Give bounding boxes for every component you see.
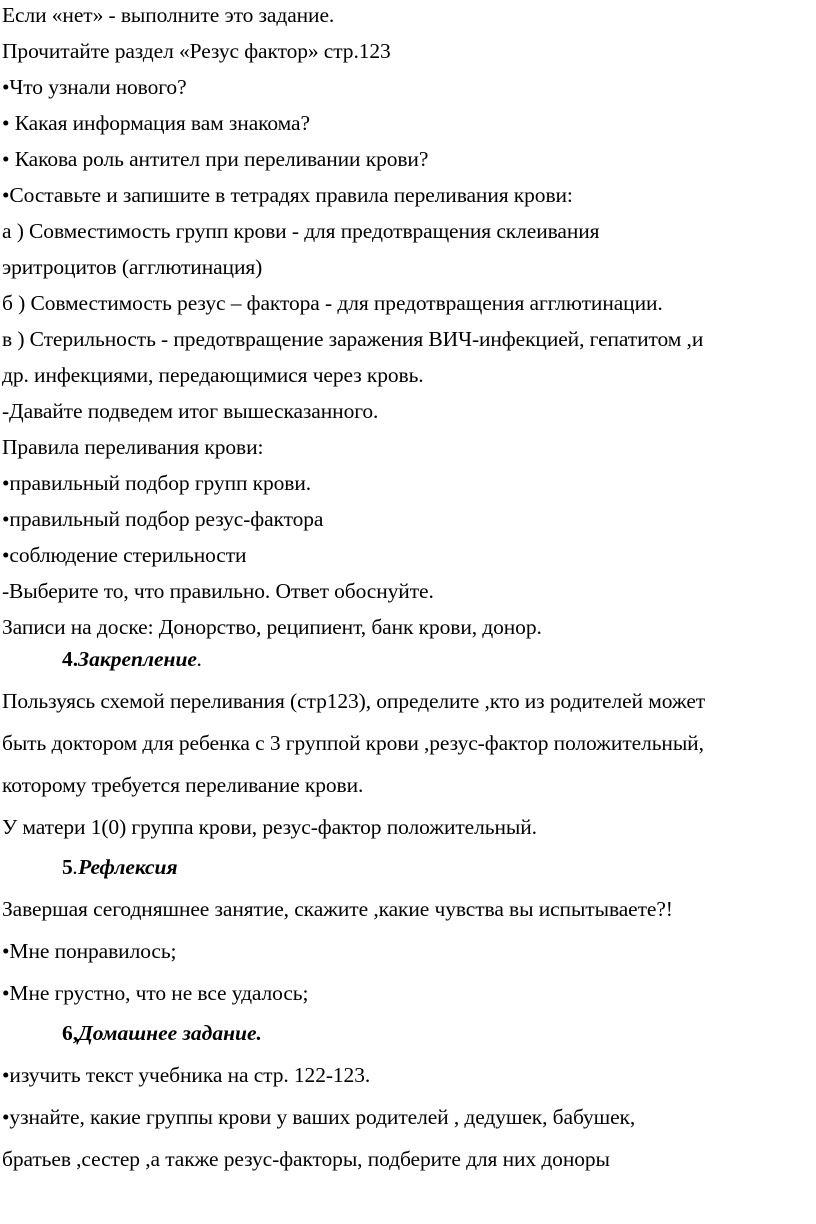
- text-line: Прочитайте раздел «Резус фактор» стр.123: [2, 39, 391, 63]
- section-heading-reflection: [62, 854, 178, 880]
- section-title: Домашнее задание.: [78, 1021, 262, 1045]
- text-line: Пользуясь схемой переливания (стр123), определите ,кто из родителей может: [2, 689, 706, 713]
- list-item: •Мне грустно, что не все удалось;: [2, 981, 309, 1005]
- text-line: Записи на доске: Донорство, реципиент, банк крови, донор.: [2, 615, 542, 639]
- text-line: Правила переливания крови:: [2, 435, 264, 459]
- list-item: •Мне понравилось;: [2, 939, 177, 963]
- section-number: 4.: [62, 647, 79, 671]
- text-line: Завершая сегодняшнее занятие, скажите ,какие чувства вы испытываете?!: [2, 897, 673, 921]
- text-line: Если «нет» - выполните это задание.: [2, 3, 335, 27]
- list-item: •Что узнали нового?: [2, 75, 187, 99]
- section-heading-consolidation: [62, 646, 202, 672]
- section-title-trail: .: [196, 647, 203, 671]
- section-number: 5: [62, 855, 73, 879]
- text-line: -Давайте подведем итог вышесказанного.: [2, 399, 379, 423]
- list-item: • Какова роль антител при переливании крови?: [2, 147, 429, 171]
- text-line: б ) Совместимость резус – фактора - для предотвращения агглютинации.: [2, 291, 663, 315]
- list-item: •Составьте и запишите в тетрадях правила переливания крови:: [2, 183, 573, 207]
- text-line: в ) Стерильность - предотвращение заражения ВИЧ-инфекцией, гепатитом ,и: [2, 327, 704, 351]
- list-item: •соблюдение стерильности: [2, 543, 247, 567]
- text-line: др. инфекциями, передающимися через кровь.: [2, 363, 424, 387]
- text-line: У матери 1(0) группа крови, резус-фактор положительный.: [2, 815, 537, 839]
- text-line: которому требуется переливание крови.: [2, 773, 364, 797]
- text-line: эритроцитов (агглютинация): [2, 255, 263, 279]
- list-item: • Какая информация вам знакома?: [2, 111, 310, 135]
- text-line: а ) Совместимость групп крови - для предотвращения склеивания: [2, 219, 600, 243]
- section-number-dot: .: [72, 855, 79, 879]
- list-item: •узнайте, какие группы крови у ваших родителей , дедушек, бабушек,: [2, 1105, 636, 1129]
- section-number: 6,: [62, 1021, 79, 1045]
- section-title: Закрепление: [78, 647, 197, 671]
- list-item: •правильный подбор резус-фактора: [2, 507, 324, 531]
- section-heading-homework: [62, 1020, 262, 1046]
- text-line: быть доктором для ребенка с 3 группой крови ,резус-фактор положительный,: [2, 731, 704, 755]
- section-title: Рефлексия: [78, 855, 178, 879]
- text-line: -Выберите то, что правильно. Ответ обоснуйте.: [2, 579, 434, 603]
- list-item: •изучить текст учебника на стр. 122-123.: [2, 1063, 371, 1087]
- text-line: братьев ,сестер ,а также резус-факторы, подберите для них доноры: [2, 1147, 610, 1171]
- list-item: •правильный подбор групп крови.: [2, 471, 312, 495]
